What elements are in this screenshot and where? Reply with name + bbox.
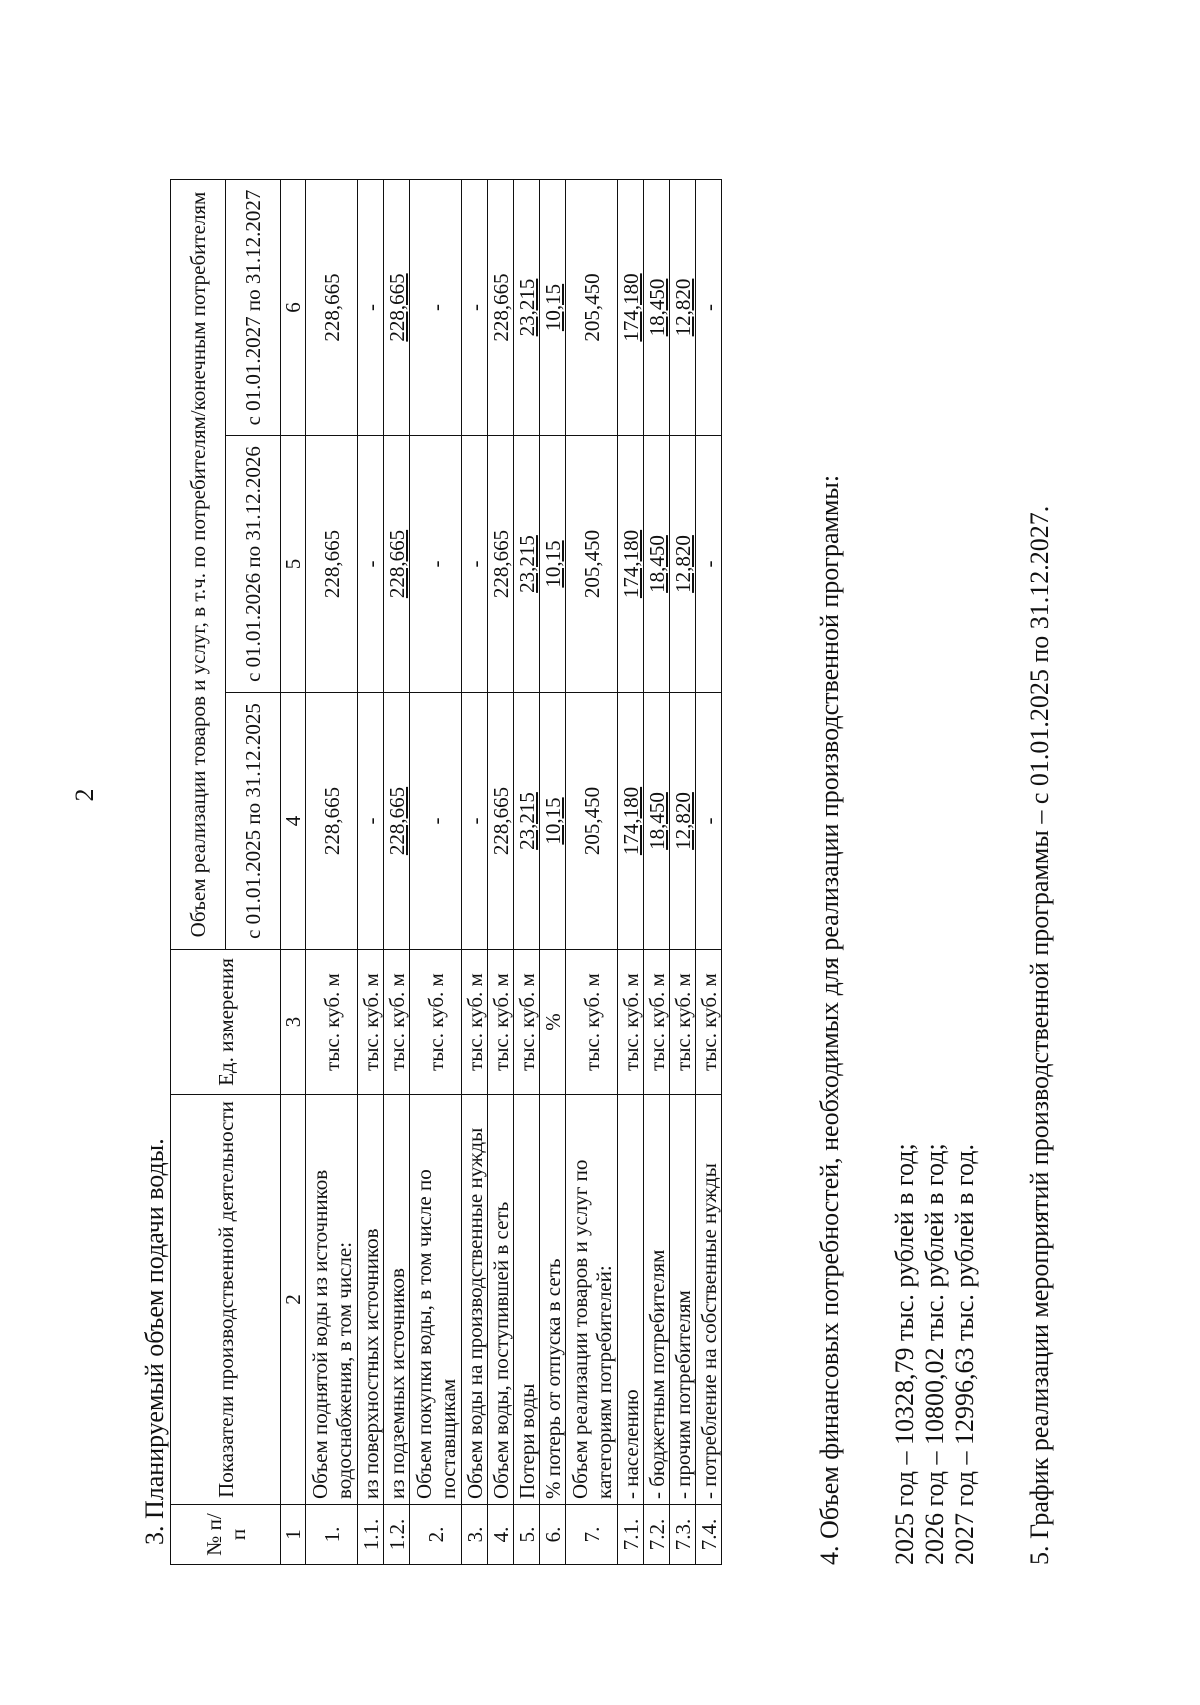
table-row xyxy=(488,179,514,1564)
colnum-1: 1 xyxy=(281,1505,306,1565)
header-period-2027: с 01.01.2027 по 31.12.2027 xyxy=(226,179,281,435)
row-value-2027: 228,665 xyxy=(488,179,514,435)
row-value-2026: 228,665 xyxy=(384,436,410,693)
table-row xyxy=(644,179,670,1564)
row-unit: тыс. куб. м xyxy=(488,950,514,1095)
row-value-2027: 12,820 xyxy=(670,179,696,435)
row-value-2027: 228,665 xyxy=(384,179,410,435)
colnum-6: 6 xyxy=(281,179,306,435)
row-value-2026: 23,215 xyxy=(514,436,540,693)
row-indicator: Объем покупки воды, в том числе по поставщикам xyxy=(410,1095,462,1505)
header-period-2026: с 01.01.2026 по 31.12.2026 xyxy=(226,436,281,693)
row-indicator: Объем поднятой воды из источников водоснабжения, в том числе: xyxy=(306,1095,358,1505)
row-num: 2. xyxy=(410,1505,462,1565)
table-row xyxy=(514,179,540,1564)
row-indicator: Объем воды, поступившей в сеть xyxy=(488,1095,514,1505)
row-unit: тыс. куб. м xyxy=(462,950,488,1095)
row-unit: тыс. куб. м xyxy=(384,950,410,1095)
colnum-5: 5 xyxy=(281,436,306,693)
row-unit: тыс. куб. м xyxy=(358,950,384,1095)
row-value-2025: - xyxy=(358,693,384,950)
row-num: 1.2. xyxy=(384,1505,410,1565)
table-header-row xyxy=(171,179,226,1564)
row-indicator: - прочим потребителям xyxy=(670,1095,696,1505)
row-value-2027: 18,450 xyxy=(644,179,670,435)
row-unit: тыс. куб. м xyxy=(618,950,644,1095)
row-value-2025: 12,820 xyxy=(670,693,696,950)
row-value-2027: - xyxy=(358,179,384,435)
row-indicator: из поверхностных источников xyxy=(358,1095,384,1505)
row-value-2026: - xyxy=(410,436,462,693)
row-num: 1. xyxy=(306,1505,358,1565)
header-period-2025: с 01.01.2025 по 31.12.2025 xyxy=(226,693,281,950)
table-row xyxy=(540,179,566,1564)
row-indicator: - потребление на собственные нужды xyxy=(696,1095,722,1505)
row-unit: тыс. куб. м xyxy=(644,950,670,1095)
row-indicator: - бюджетным потребителям xyxy=(644,1095,670,1505)
header-indicator: Показатели производственной деятельности xyxy=(171,1095,281,1505)
row-value-2026: 174,180 xyxy=(618,436,644,693)
row-value-2026: 10,15 xyxy=(540,436,566,693)
row-value-2025: - xyxy=(696,693,722,950)
row-num: 7.2. xyxy=(644,1505,670,1565)
row-unit: % xyxy=(540,950,566,1095)
row-unit: тыс. куб. м xyxy=(410,950,462,1095)
row-value-2025: 174,180 xyxy=(618,693,644,950)
colnum-2: 2 xyxy=(281,1095,306,1505)
row-num: 3. xyxy=(462,1505,488,1565)
financial-line-2025: 2025 год – 10328,79 тыс. рублей в год; xyxy=(890,1143,919,1565)
row-value-2026: 228,665 xyxy=(306,436,358,693)
table-row xyxy=(384,179,410,1564)
header-unit: Ед. измерения xyxy=(171,950,281,1095)
table-row xyxy=(618,179,644,1564)
header-group: Объем реализации товаров и услуг, в т.ч. по потребителям/конечным потребителям xyxy=(171,179,226,949)
row-num: 4. xyxy=(488,1505,514,1565)
row-value-2026: 18,450 xyxy=(644,436,670,693)
row-value-2026: 205,450 xyxy=(566,436,618,693)
row-indicator: Объем реализации товаров и услуг по категориям потребителей: xyxy=(566,1095,618,1505)
row-num: 7. xyxy=(566,1505,618,1565)
row-indicator: Объем воды на производственные нужды xyxy=(462,1095,488,1505)
row-value-2025: 10,15 xyxy=(540,693,566,950)
section-4-title: 4. Объем финансовых потребностей, необходимых для реализации производственной программы: xyxy=(815,474,844,1565)
row-value-2026: - xyxy=(462,436,488,693)
row-unit: тыс. куб. м xyxy=(306,950,358,1095)
header-num: № п/п xyxy=(171,1505,281,1565)
row-value-2025: 18,450 xyxy=(644,693,670,950)
row-indicator: % потерь от отпуска в сеть xyxy=(540,1095,566,1505)
table-row xyxy=(566,179,618,1564)
table-colnum-row xyxy=(281,179,306,1564)
colnum-3: 3 xyxy=(281,950,306,1095)
row-num: 7.3. xyxy=(670,1505,696,1565)
row-unit: тыс. куб. м xyxy=(566,950,618,1095)
table-row xyxy=(462,179,488,1564)
row-num: 1.1. xyxy=(358,1505,384,1565)
row-value-2027: 23,215 xyxy=(514,179,540,435)
row-value-2027: 10,15 xyxy=(540,179,566,435)
row-value-2025: 228,665 xyxy=(306,693,358,950)
row-value-2026: 12,820 xyxy=(670,436,696,693)
row-value-2027: - xyxy=(696,179,722,435)
section-3-title: 3. Планируемый объем подачи воды. xyxy=(140,1138,169,1545)
row-value-2025: - xyxy=(462,693,488,950)
table-row xyxy=(306,179,358,1564)
colnum-4: 4 xyxy=(281,693,306,950)
row-indicator: из подземных источников xyxy=(384,1095,410,1505)
financial-line-2027: 2027 год – 12996,63 тыс. рублей в год. xyxy=(950,1144,979,1565)
row-num: 7.4. xyxy=(696,1505,722,1565)
row-value-2026: 228,665 xyxy=(488,436,514,693)
row-num: 6. xyxy=(540,1505,566,1565)
section-5-title: 5. График реализации мероприятий производственной программы – с 01.01.2025 по 31.12.2027. xyxy=(1025,505,1054,1565)
row-num: 5. xyxy=(514,1505,540,1565)
row-value-2025: 228,665 xyxy=(488,693,514,950)
financial-line-2026: 2026 год – 10800,02 тыс. рублей в год; xyxy=(920,1143,949,1565)
row-value-2027: - xyxy=(410,179,462,435)
row-unit: тыс. куб. м xyxy=(696,950,722,1095)
row-indicator: Потери воды xyxy=(514,1095,540,1505)
row-value-2027: 174,180 xyxy=(618,179,644,435)
table-row xyxy=(358,179,384,1564)
row-value-2025: 23,215 xyxy=(514,693,540,950)
row-unit: тыс. куб. м xyxy=(670,950,696,1095)
row-value-2025: 205,450 xyxy=(566,693,618,950)
row-value-2026: - xyxy=(358,436,384,693)
row-value-2026: - xyxy=(696,436,722,693)
table-row xyxy=(670,179,696,1564)
page-number: 2 xyxy=(70,788,99,802)
row-value-2025: - xyxy=(410,693,462,950)
row-value-2027: 228,665 xyxy=(306,179,358,435)
row-num: 7.1. xyxy=(618,1505,644,1565)
row-indicator: - населению xyxy=(618,1095,644,1505)
row-value-2027: - xyxy=(462,179,488,435)
table-row xyxy=(410,179,462,1564)
water-supply-table xyxy=(170,179,722,1565)
row-value-2025: 228,665 xyxy=(384,693,410,950)
row-unit: тыс. куб. м xyxy=(514,950,540,1095)
table-row xyxy=(696,179,722,1564)
row-value-2027: 205,450 xyxy=(566,179,618,435)
